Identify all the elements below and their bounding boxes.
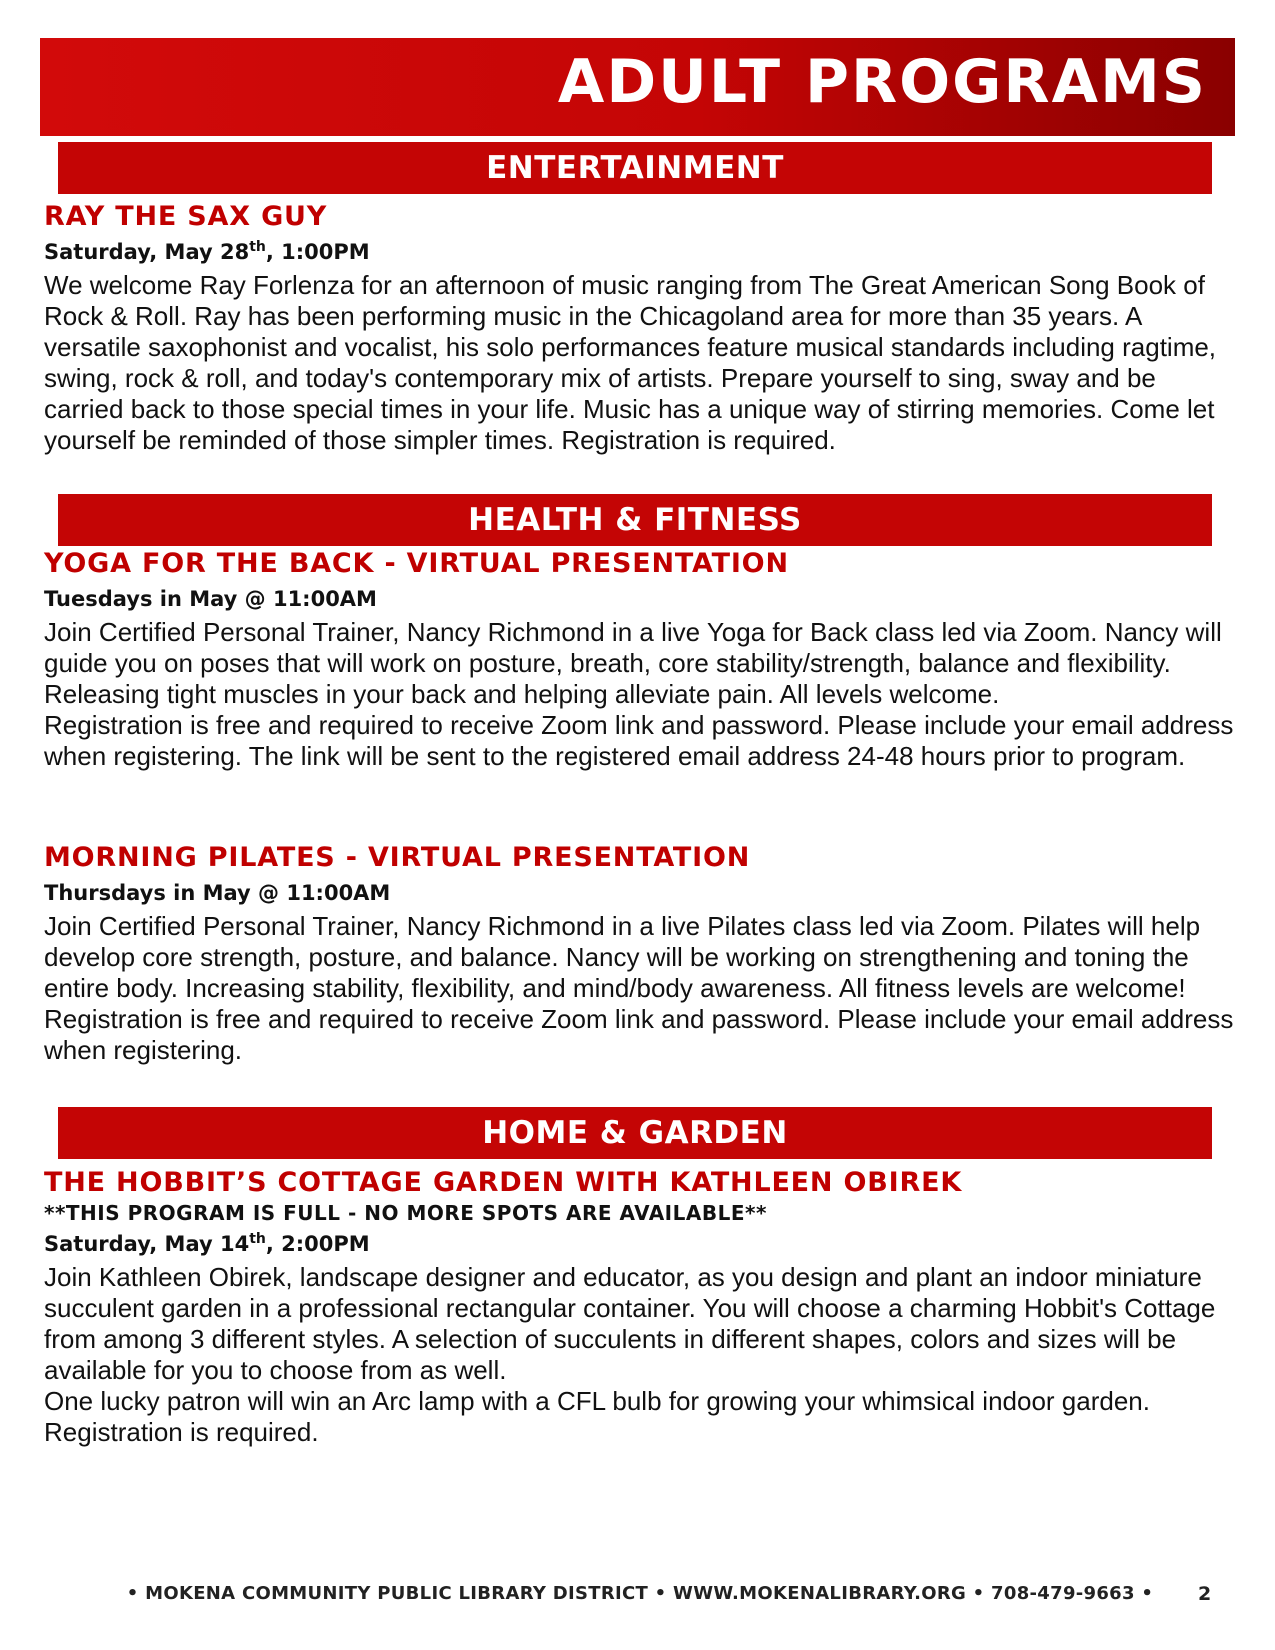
program-yoga-for-the-back (44, 547, 1234, 772)
program-date: Tuesdays in May @ 11:00AM (44, 587, 377, 611)
program-title: MORNING PILATES - VIRTUAL PRESENTATION (44, 842, 751, 873)
program-date: Saturday, May 28th, 1:00PM (44, 239, 370, 264)
program-description: Join Kathleen Obirek, landscape designer and educator, as you design and plant an indoor miniature succulent garden in a professional rectangular container. You will choose a charming Hobbit's Cottage from among 3 different styles. A selection of succulents in different shapes, colors and sizes will be available for you to choose from as well. (44, 1262, 1216, 1385)
page-number: 2 (1198, 1583, 1212, 1605)
section-heading-home-garden: HOME & GARDEN (58, 1107, 1212, 1159)
program-ray-the-sax-guy (44, 200, 1234, 456)
program-registration-note: Registration is free and required to receive Zoom link and password. Please include your email address when registering. (44, 1004, 1234, 1065)
section-heading-entertainment: ENTERTAINMENT (58, 142, 1212, 194)
program-prize-note: One lucky patron will win an Arc lamp with a CFL bulb for growing your whimsical indoor garden. Registration is required. (44, 1386, 1150, 1447)
page-title: ADULT PROGRAMS (557, 47, 1207, 117)
program-description: Join Certified Personal Trainer, Nancy Richmond in a live Yoga for Back class led via Zoom. Nancy will guide you on poses that will work on posture, breath, core stability/strength, balance and flexibility. Releasing tight muscles in your back and helping alleviate pain. All levels welcome. (44, 617, 1222, 709)
program-morning-pilates (44, 841, 1234, 1066)
program-full-notice: **THIS PROGRAM IS FULL - NO MORE SPOTS ARE AVAILABLE** (44, 1201, 767, 1225)
program-date: Saturday, May 14th, 2:00PM (44, 1231, 370, 1256)
program-date: Thursdays in May @ 11:00AM (44, 881, 391, 905)
program-registration-note: Registration is free and required to receive Zoom link and password. Please include your email address when registering. The link will be sent to the registered email address 24-48 hours prior to program. (44, 710, 1234, 771)
program-title: THE HOBBIT’S COTTAGE GARDEN WITH KATHLEEN OBIREK (44, 1167, 963, 1198)
program-title: RAY THE SAX GUY (44, 201, 328, 232)
program-title: YOGA FOR THE BACK - VIRTUAL PRESENTATION (44, 548, 789, 579)
header-banner (40, 38, 1235, 136)
footer-contact-line: • MOKENA COMMUNITY PUBLIC LIBRARY DISTRICT • WWW.MOKENALIBRARY.ORG • 708-479-9663 • (126, 1583, 1154, 1604)
program-hobbits-cottage-garden (44, 1166, 1234, 1448)
program-description: Join Certified Personal Trainer, Nancy Richmond in a live Pilates class led via Zoom. Pilates will help develop core strength, posture, and balance. Nancy will be working on strengthening and toning the entire body. Increasing stability, flexibility, and mind/body awareness. All fitness levels are welcome! (44, 911, 1201, 1003)
section-heading-health-fitness: HEALTH & FITNESS (58, 494, 1212, 546)
program-description: We welcome Ray Forlenza for an afternoon of music ranging from The Great American Song Book of Rock & Roll. Ray has been performing music in the Chicagoland area for more than 35 years. A versatile saxophonist and vocalist, his solo performances feature musical standards including ragtime, swing, rock & roll, and today's contemporary mix of artists. Prepare yourself to sing, sway and be carried back to those special times in your life. Music has a unique way of stirring memories. Come let yourself be reminded of those simpler times. Registration is required. (44, 270, 1217, 455)
